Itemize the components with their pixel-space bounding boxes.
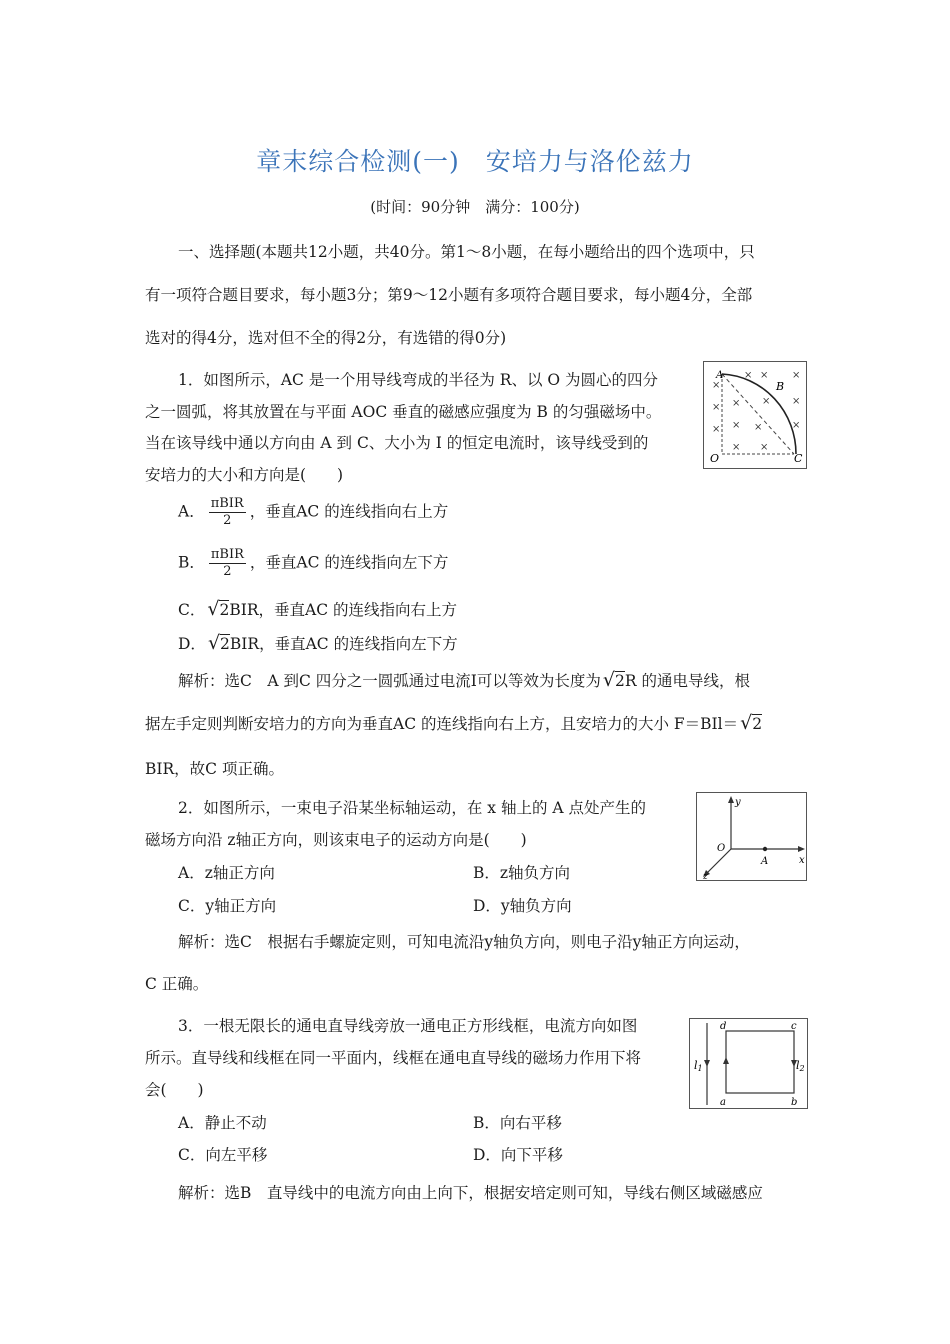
- sqrt-icon: √2: [207, 598, 230, 620]
- q1-stem-line3: 当在该导线中通以方向由 A 到 C、大小为 I 的恒定电流时，该导线受到的: [145, 434, 649, 452]
- q1-answer-line2-radicand: 2: [752, 715, 763, 733]
- q2-label-x: x: [799, 855, 805, 866]
- q1-answer-line2: [145, 712, 762, 734]
- q1-stem-line2: 之一圆弧，将其放置在与平面 AOC 垂直的磁感应强度为 B 的匀强磁场中。: [145, 403, 662, 421]
- q3-square-loop: [726, 1031, 794, 1093]
- q1-answer-line1-b: R 的通电导线，根: [624, 672, 750, 690]
- q1-option-b: [178, 547, 448, 580]
- q3-figure: [689, 1018, 808, 1109]
- q2-figure-svg: [697, 793, 806, 880]
- q1-option-b-fraction: [209, 547, 246, 580]
- q3-figure-svg: [690, 1019, 807, 1108]
- q2-stem-line2: 磁场方向沿 z轴正方向，则该束电子的运动方向是( ): [145, 831, 527, 849]
- q3-label-l2-sub: 2: [799, 1064, 805, 1073]
- q1-option-b-denominator: 2: [223, 564, 232, 579]
- q3-label-l2-main: l: [796, 1059, 800, 1072]
- q1-figure: [703, 361, 807, 469]
- q1-option-d: [178, 632, 458, 654]
- q2-option-b: B．z轴负方向: [473, 864, 571, 882]
- sqrt-icon: √2: [207, 632, 230, 654]
- page-title: 章末综合检测(一) 安培力与洛伦兹力: [256, 147, 694, 176]
- q2-label-a: A: [761, 856, 769, 867]
- q1-answer-line1: [178, 669, 750, 691]
- section-intro-line2: 有一项符合题目要求，每小题3分；第9～12小题有多项符合题目要求，每小题4分，全部: [145, 286, 753, 304]
- q1-figure-svg: [704, 362, 806, 468]
- cross-icon: ×: [760, 370, 769, 381]
- q1-option-d-text: BIR，垂直AC 的连线指向左下方: [229, 635, 458, 653]
- q1-answer-line3: BIR，故C 项正确。: [145, 760, 284, 778]
- q2-answer-line1: 解析：选C 根据右手螺旋定则，可知电流沿y轴负方向，则电子沿y轴正方向运动，: [178, 933, 750, 951]
- q2-label-o: O: [717, 843, 726, 854]
- q2-option-a: A．z轴正方向: [178, 864, 275, 882]
- q3-wire-current-arrow-icon: [704, 1060, 710, 1067]
- cross-icon: ×: [712, 380, 721, 391]
- q1-option-b-text: ，垂直AC 的连线指向左下方: [249, 553, 449, 572]
- q1-option-b-prefix: B．: [178, 553, 205, 572]
- q2-answer-line2: C 正确。: [145, 975, 209, 993]
- q3-label-d: d: [720, 1021, 727, 1032]
- cross-icon: ×: [762, 396, 771, 407]
- q3-option-c: C．向左平移: [178, 1146, 268, 1164]
- q1-stem-line4: 安培力的大小和方向是( ): [145, 466, 344, 484]
- q1-option-a-fraction: [209, 496, 246, 529]
- q3-label-c: c: [791, 1021, 797, 1032]
- q1-option-c-text: BIR，垂直AC 的连线指向右上方: [229, 601, 458, 619]
- q3-label-l1-sub: 1: [697, 1064, 703, 1073]
- q2-stem-line1: 2．如图所示，一束电子沿某坐标轴运动，在 x 轴上的 A 点处产生的: [178, 799, 647, 817]
- q1-label-o: O: [710, 452, 720, 465]
- q1-option-b-numerator: πBIR: [210, 547, 244, 562]
- q2-figure: [696, 792, 807, 881]
- q3-option-d: D．向下平移: [473, 1146, 563, 1164]
- page-subtitle: (时间：90分钟 满分：100分): [370, 198, 580, 216]
- cross-icon: ×: [754, 422, 763, 433]
- sqrt-icon: √2: [740, 712, 763, 734]
- q1-option-c: [178, 598, 457, 620]
- section-intro-line3: 选对的得4分，选对但不全的得2分，有选错的得0分): [145, 329, 507, 347]
- q2-label-y: y: [735, 797, 741, 808]
- q1-option-d-radicand: 2: [220, 635, 230, 653]
- q3-stem-line3: 会( ): [145, 1081, 204, 1099]
- q1-option-a-numerator: πBIR: [210, 496, 244, 511]
- section-intro-line1: 一、选择题(本题共12小题，共40分。第1～8小题，在每小题给出的四个选项中，只: [178, 243, 755, 261]
- cross-icon: ×: [732, 442, 741, 453]
- q1-option-d-prefix: D．: [178, 635, 206, 653]
- q3-label-l1: [694, 1059, 703, 1073]
- cross-icon: ×: [760, 442, 769, 453]
- q2-point-a: [763, 847, 767, 851]
- q3-answer-line1: 解析：选B 直导线中的电流方向由上向下，根据安培定则可知，导线右侧区域磁感应: [178, 1184, 763, 1202]
- q1-label-c: C: [794, 452, 803, 465]
- q1-option-a-text: ，垂直AC 的连线指向右上方: [249, 502, 449, 521]
- q1-option-c-prefix: C．: [178, 601, 206, 619]
- cross-icon: ×: [732, 398, 741, 409]
- cross-icon: ×: [744, 370, 753, 381]
- cross-icon: ×: [792, 396, 801, 407]
- q3-stem-line1: 3．一根无限长的通电直导线旁放一通电正方形线框，电流方向如图: [178, 1017, 638, 1035]
- q3-option-a: A．静止不动: [178, 1114, 267, 1132]
- q2-y-arrow-icon: [728, 796, 734, 803]
- q2-x-arrow-icon: [798, 846, 805, 852]
- q1-answer-radicand: 2: [615, 672, 625, 690]
- q3-label-a: a: [720, 1097, 726, 1108]
- q1-option-a: [178, 496, 448, 529]
- q1-option-a-prefix: A．: [178, 502, 205, 521]
- q2-option-d: D．y轴负方向: [473, 897, 572, 915]
- q1-answer-line2-a: 据左手定则判断安培力的方向为垂直AC 的连线指向右上方，且安培力的大小 F＝BIl＝: [145, 715, 739, 733]
- cross-icon: ×: [792, 370, 801, 381]
- q1-label-a: A: [716, 370, 724, 381]
- q3-label-b: b: [791, 1097, 798, 1108]
- q1-label-b: B: [776, 380, 785, 393]
- q3-option-b: B．向右平移: [473, 1114, 562, 1132]
- sqrt-icon: √2: [602, 669, 625, 691]
- q1-option-c-radicand: 2: [219, 601, 230, 619]
- q3-stem-line2: 所示。直导线和线框在同一平面内，线框在通电直导线的磁场力作用下将: [145, 1049, 642, 1067]
- cross-icon: ×: [792, 420, 801, 431]
- q3-left-current-arrow-icon: [723, 1057, 729, 1064]
- q1-stem-line1: 1．如图所示，AC 是一个用导线弯成的半径为 R、以 O 为圆心的四分: [178, 371, 659, 389]
- q2-option-c: C．y轴正方向: [178, 897, 277, 915]
- q1-option-a-denominator: 2: [223, 513, 232, 528]
- cross-icon: ×: [712, 402, 721, 413]
- cross-icon: ×: [732, 420, 741, 431]
- cross-icon: ×: [712, 424, 721, 435]
- q1-answer-line1-a: 解析：选C A 到C 四分之一圆弧通过电流I可以等效为长度为: [178, 672, 601, 690]
- q3-label-l2: [796, 1059, 805, 1073]
- q2-label-z: z: [703, 872, 708, 880]
- q3-label-l1-main: l: [694, 1059, 698, 1072]
